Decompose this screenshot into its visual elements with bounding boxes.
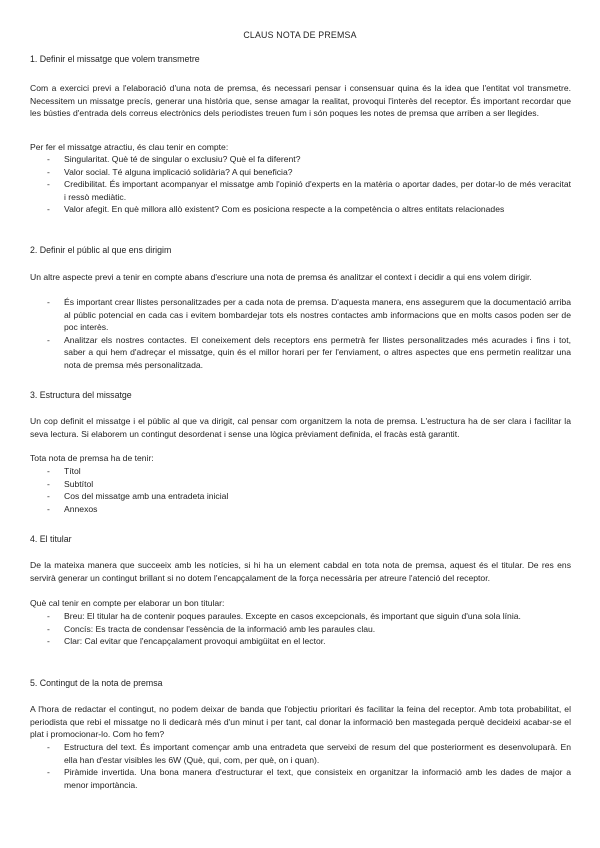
list-item: - Cos del missatge amb una entradeta inicial [30,490,571,503]
list-item: - Credibilitat. És important acompanyar el missatge amb l'opinió d'experts en la matèria o aportar dades, per dotar-lo de més veracitat i ressò mediàtic. [30,178,571,203]
list-item: - És important crear llistes personalitzades per a cada nota de premsa. D'aquesta manera, ens assegurem que la documentació arriba al públic potencial en cada cas i evitem bombardejar tots els nostres contactes amb informacions que en molts casos poden ser de poc interès. [30,296,571,334]
section-1-heading: 1. Definir el missatge que volem transmetre [30,54,200,64]
section-2-intro: Un altre aspecte previ a tenir en compte abans d'escriure una nota de premsa és analitzar el context i decidir a qui ens volem dirigir. [30,272,532,282]
section-2-list [30,296,571,371]
list-item: - Subtítol [30,478,571,491]
section-5-intro: A l'hora de redactar el contingut, no podem deixar de banda que l'objectiu prioritari és facilitar la feina del receptor. Amb tota probabilitat, el periodista que rebi el missatge no li dedicarà més d'un minut i per tant, cal donar la informació ben mastegada perquè decideixi acabar-se el plat i promocionar-lo. Com ho fem? [30,704,571,739]
list-item: - Valor social. Té alguna implicació solidària? A qui beneficia? [30,166,571,179]
section-4-list [30,610,571,648]
section-3-heading: 3. Estructura del missatge [30,390,132,400]
section-2-heading: 2. Definir el públic al que ens dirigim [30,245,172,255]
section-3-lead: Tota nota de premsa ha de tenir: [30,453,154,463]
section-4-heading: 4. El titular [30,534,72,544]
section-1-list [30,153,571,216]
list-item: - Clar: Cal evitar que l'encapçalament provoqui ambigüitat en el lector. [30,635,571,648]
section-1-lead: Per fer el missatge atractiu, és clau tenir en compte: [30,142,229,152]
list-item: - Concís: Es tracta de condensar l'essència de la informació amb les paraules clau. [30,623,571,636]
section-4-intro: De la mateixa manera que succeeix amb les notícies, si hi ha un element cabdal en tota nota de premsa, aquest és el titular. De res ens servirà generar un contingut brillant si no dotem l'encapçalament de la força necessària per atreure l'atenció del receptor. [30,560,571,583]
list-item: - Piràmide invertida. Una bona manera d'estructurar el text, que consisteix en organitzar la informació amb les dades de major a menor importància. [30,766,571,791]
list-item: - Títol [30,465,571,478]
list-item: - Estructura del text. És important començar amb una entradeta que serveixi de resum del que posteriorment es desenvoluparà. En ella han d'estar visibles les 6W (Què, qui, com, per què, on i quan). [30,741,571,766]
list-item: - Annexos [30,503,571,516]
document-title: CLAUS NOTA DE PREMSA [243,30,357,40]
list-item: - Analitzar els nostres contactes. El coneixement dels receptors ens permetrà fer llistes personalitzades més acurades i fins i tot, saber a qui hem d'adreçar el missatge, quin és el millor horari per fer l'enviament, o altres aspectes que ens permetin realitzar una nota de premsa més personalitzada. [30,334,571,372]
list-item: - Singularitat. Què té de singular o exclusiu? Què el fa diferent? [30,153,571,166]
section-5-list [30,741,571,791]
list-item: - Valor afegit. En què millora allò existent? Com es posiciona respecte a la competència o altres entitats relacionades [30,203,571,216]
section-4-lead: Què cal tenir en compte per elaborar un bon titular: [30,598,225,608]
section-5-heading: 5. Contingut de la nota de premsa [30,678,163,688]
list-item: - Breu: El titular ha de contenir poques paraules. Excepte en casos excepcionals, és important que siguin d'una sola línia. [30,610,571,623]
section-1-intro: Com a exercici previ a l'elaboració d'una nota de premsa, és necessari pensar i consensuar quina és la idea que l'entitat vol transmetre. Necessitem un missatge precís, generar una història que, sense amagar la realitat, provoqui l'interès del receptor. És important recordar que les bústies d'entrada dels correus electrònics dels periodistes treuen fum i són poques les notes de premsa que arriben a ser llegides. [30,83,571,118]
section-3-list [30,465,571,515]
section-3-intro: Un cop definit el missatge i el públic al que va dirigit, cal pensar com organitzem la nota de premsa. L'estructura ha de ser clara i facilitar la seva lectura. Si elaborem un contingut desordenat i sense una lògica prèviament definida, el fracàs està garantit. [30,416,571,439]
